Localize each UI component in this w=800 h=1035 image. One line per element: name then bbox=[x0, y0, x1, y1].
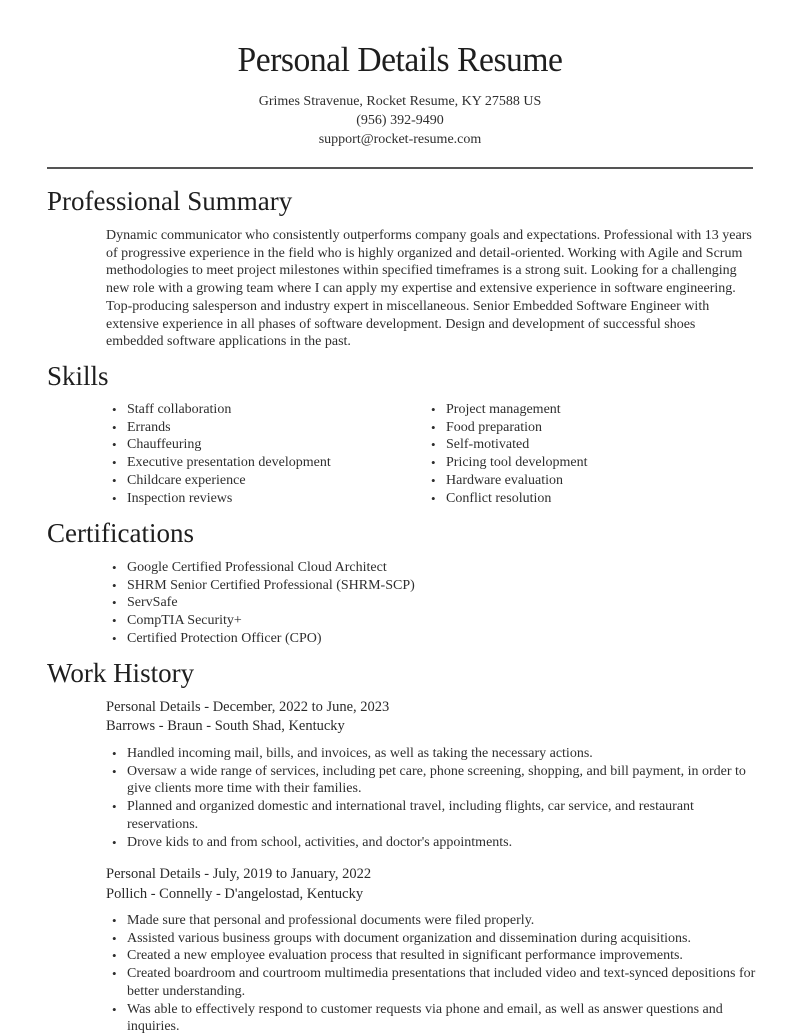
skill-item: • Hardware evaluation bbox=[425, 472, 725, 490]
certifications-list bbox=[106, 559, 706, 648]
job-bullet: • Made sure that personal and professional documents were filed properly. bbox=[106, 912, 756, 930]
section-title-work-history: Work History bbox=[47, 658, 195, 688]
skill-item: • Executive presentation development bbox=[106, 454, 406, 472]
job-bullet: • Assisted various business groups with document organization and dissemination during acquisitions. bbox=[106, 930, 756, 948]
section-title-certifications: Certifications bbox=[47, 518, 194, 548]
contact-address: Grimes Stravenue, Rocket Resume, KY 27588 US bbox=[258, 94, 542, 109]
contact-email: support@rocket-resume.com bbox=[318, 132, 482, 147]
contact-phone: (956) 392-9490 bbox=[356, 113, 444, 128]
skills-list-left bbox=[106, 401, 406, 507]
skill-item: • Staff collaboration bbox=[106, 401, 406, 419]
job-bullets bbox=[106, 912, 756, 1035]
job-bullet: • Oversaw a wide range of services, including pet care, phone screening, shopping, and bill payment, in order to give clients more time with their families. bbox=[106, 763, 756, 798]
certification-item: • ServSafe bbox=[106, 594, 706, 612]
job-bullets bbox=[106, 745, 756, 851]
job-bullet: • Created a new employee evaluation process that resulted in significant performance improvements. bbox=[106, 947, 756, 965]
certification-item: • Certified Protection Officer (CPO) bbox=[106, 630, 706, 648]
skill-item: • Conflict resolution bbox=[425, 490, 725, 508]
skill-item: • Childcare experience bbox=[106, 472, 406, 490]
skill-item: • Pricing tool development bbox=[425, 454, 725, 472]
job-bullet: • Was able to effectively respond to customer requests via phone and email, as well as answer questions and inquiries. bbox=[106, 1001, 756, 1035]
skill-item: • Project management bbox=[425, 401, 725, 419]
job-title-line: Personal Details - July, 2019 to January, 2022 bbox=[106, 866, 372, 882]
skill-item: • Chauffeuring bbox=[106, 436, 406, 454]
summary-text: Dynamic communicator who consistently outperforms company goals and expectations. Professional with 13 years of progressive experience in the field who is highly organized and detail-oriented. Working with Agile and Scrum methodologies to meet project milestones within specified timeframes is a strong suit. Looking for a challenging new role with a growing team where I can apply my expertise and extensive experience in software engineering. Top-producing salesperson and industry expert in miscellaneous. Senior Embedded Software Engineer with extensive experience in all phases of software development. Design and development of successful shoes embedded software applications in the past. bbox=[106, 228, 752, 350]
section-title-summary: Professional Summary bbox=[47, 186, 293, 216]
resume-title: Personal Details Resume bbox=[237, 40, 563, 79]
skills-list-right bbox=[425, 401, 725, 507]
job-bullet: • Created boardroom and courtroom multimedia presentations that included video and text-synced depositions for better understanding. bbox=[106, 965, 756, 1000]
job-company-line: Barrows - Braun - South Shad, Kentucky bbox=[106, 718, 345, 734]
job-bullet: • Handled incoming mail, bills, and invoices, as well as taking the necessary actions. bbox=[106, 745, 756, 763]
skill-item: • Errands bbox=[106, 419, 406, 437]
skill-item: • Food preparation bbox=[425, 419, 725, 437]
skill-item: • Self-motivated bbox=[425, 436, 725, 454]
skill-item: • Inspection reviews bbox=[106, 490, 406, 508]
job-title-line: Personal Details - December, 2022 to June, 2023 bbox=[106, 699, 390, 715]
certification-item: • Google Certified Professional Cloud Architect bbox=[106, 559, 706, 577]
certification-item: • CompTIA Security+ bbox=[106, 612, 706, 630]
header-divider bbox=[47, 167, 753, 169]
job-bullet: • Planned and organized domestic and international travel, including flights, car service, and restaurant reservations. bbox=[106, 798, 756, 833]
job-bullet: • Drove kids to and from school, activities, and doctor's appointments. bbox=[106, 834, 756, 852]
job-company-line: Pollich - Connelly - D'angelostad, Kentucky bbox=[106, 886, 364, 902]
certification-item: • SHRM Senior Certified Professional (SHRM-SCP) bbox=[106, 577, 706, 595]
section-title-skills: Skills bbox=[47, 361, 109, 391]
